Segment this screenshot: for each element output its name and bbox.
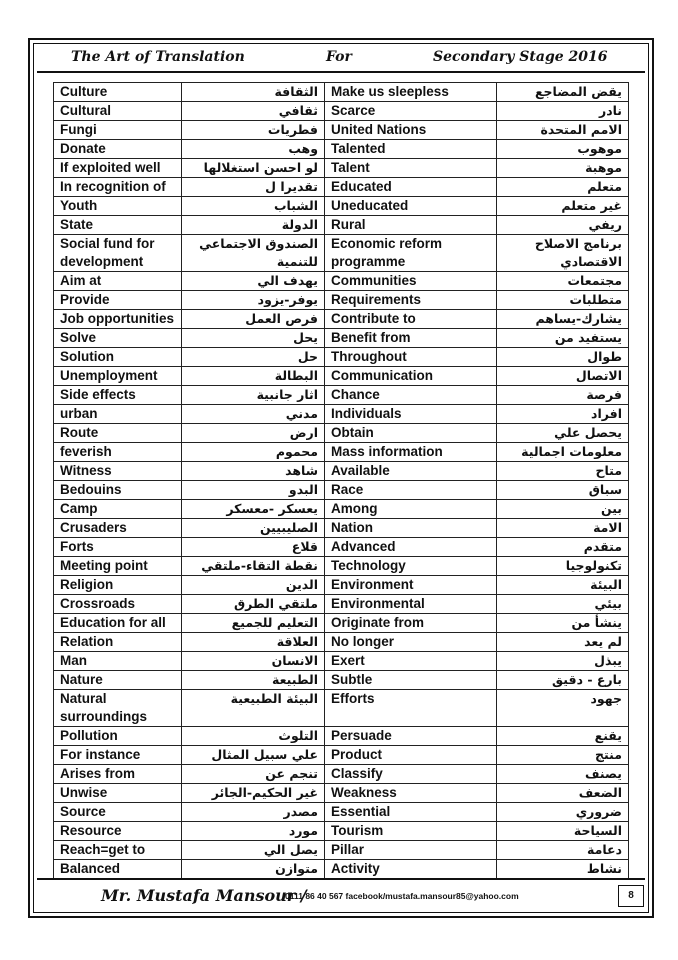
arabic-cell: الامة: [497, 519, 629, 538]
arabic-cell: ريفي: [497, 216, 629, 235]
english-cell: Weakness: [325, 784, 497, 803]
table-row: [54, 765, 629, 784]
arabic-cell: متقدم: [497, 538, 629, 557]
arabic-cell: يوفر-يزود: [182, 291, 325, 310]
arabic-cell: ثقافي: [182, 102, 325, 121]
english-cell: Camp: [54, 500, 182, 519]
table-row: [54, 595, 629, 614]
table-row: [54, 557, 629, 576]
arabic-cell: الدولة: [182, 216, 325, 235]
arabic-cell: فطريات: [182, 121, 325, 140]
english-cell: Source: [54, 803, 182, 822]
english-cell: Benefit from: [325, 329, 497, 348]
table-row: [54, 386, 629, 405]
arabic-cell: متطلبات: [497, 291, 629, 310]
english-cell: Product: [325, 746, 497, 765]
table-row: [54, 481, 629, 500]
table-row: [54, 727, 629, 746]
page-footer: [37, 884, 645, 910]
arabic-cell: الصليبيين: [182, 519, 325, 538]
table-row: [54, 102, 629, 121]
arabic-cell: الدين: [182, 576, 325, 595]
arabic-cell: سباق: [497, 481, 629, 500]
english-cell: Technology: [325, 557, 497, 576]
arabic-cell: فرصة: [497, 386, 629, 405]
arabic-cell: العلاقة: [182, 633, 325, 652]
english-cell: Provide: [54, 291, 182, 310]
english-cell: Requirements: [325, 291, 497, 310]
table-row: [54, 140, 629, 159]
table-row: [54, 784, 629, 803]
arabic-cell: البيئة الطبيعية: [182, 690, 325, 727]
english-cell: Side effects: [54, 386, 182, 405]
english-cell: Environmental: [325, 595, 497, 614]
header-title: The Art of Translation: [71, 49, 245, 65]
english-cell: Persuade: [325, 727, 497, 746]
arabic-cell: السياحة: [497, 822, 629, 841]
english-cell: For instance: [54, 746, 182, 765]
vocabulary-table: [53, 82, 629, 879]
header-stage: Secondary Stage 2016: [433, 49, 608, 65]
arabic-cell: ينشأ من: [497, 614, 629, 633]
arabic-cell: محموم: [182, 443, 325, 462]
english-cell: No longer: [325, 633, 497, 652]
arabic-cell: تنجم عن: [182, 765, 325, 784]
arabic-cell: الاتصال: [497, 367, 629, 386]
english-cell: Donate: [54, 140, 182, 159]
footer-divider: [37, 878, 645, 880]
contact-info: 0111 86 40 567 facebook/mustafa.mansour85@yahoo.com: [285, 891, 519, 901]
arabic-cell: افراد: [497, 405, 629, 424]
english-cell: Environment: [325, 576, 497, 595]
arabic-cell: دعامة: [497, 841, 629, 860]
arabic-cell: يصنف: [497, 765, 629, 784]
english-cell: Pollution: [54, 727, 182, 746]
english-cell: urban: [54, 405, 182, 424]
english-cell: Talent: [325, 159, 497, 178]
arabic-cell: يحصل علي: [497, 424, 629, 443]
table-row: [54, 178, 629, 197]
arabic-cell: يشارك-يساهم: [497, 310, 629, 329]
english-cell: Culture: [54, 83, 182, 102]
arabic-cell: يصل الي: [182, 841, 325, 860]
arabic-cell: برنامج الاصلاح الاقتصادي: [497, 235, 629, 272]
arabic-cell: نقطة التقاء-ملتقي: [182, 557, 325, 576]
arabic-cell: تقديرا ل: [182, 178, 325, 197]
table-row: [54, 690, 629, 727]
english-cell: Arises from: [54, 765, 182, 784]
arabic-cell: فرص العمل: [182, 310, 325, 329]
arabic-cell: التعليم للجميع: [182, 614, 325, 633]
english-cell: Crusaders: [54, 519, 182, 538]
english-cell: Chance: [325, 386, 497, 405]
arabic-cell: حل: [182, 348, 325, 367]
arabic-cell: علي سبيل المثال: [182, 746, 325, 765]
arabic-cell: يحل: [182, 329, 325, 348]
arabic-cell: البيئة: [497, 576, 629, 595]
english-cell: Uneducated: [325, 197, 497, 216]
english-cell: Obtain: [325, 424, 497, 443]
arabic-cell: الصندوق الاجتماعي للتنمية: [182, 235, 325, 272]
english-cell: Man: [54, 652, 182, 671]
english-cell: Resource: [54, 822, 182, 841]
english-cell: Educated: [325, 178, 497, 197]
arabic-cell: الضعف: [497, 784, 629, 803]
arabic-cell: متاح: [497, 462, 629, 481]
arabic-cell: موهوب: [497, 140, 629, 159]
table-row: [54, 538, 629, 557]
table-row: [54, 614, 629, 633]
table-row: [54, 500, 629, 519]
table-row: [54, 235, 629, 272]
english-cell: Reach=get to: [54, 841, 182, 860]
arabic-cell: غير متعلم: [497, 197, 629, 216]
english-cell: Exert: [325, 652, 497, 671]
table-row: [54, 216, 629, 235]
table-row: [54, 424, 629, 443]
table-row: [54, 197, 629, 216]
english-cell: Relation: [54, 633, 182, 652]
arabic-cell: غير الحكيم-الجائر: [182, 784, 325, 803]
table-row: [54, 841, 629, 860]
table-row: [54, 121, 629, 140]
arabic-cell: يستفيد من: [497, 329, 629, 348]
english-cell: Activity: [325, 860, 497, 879]
arabic-cell: الامم المتحدة: [497, 121, 629, 140]
author-name: Mr. Mustafa Mansour /: [101, 886, 307, 905]
arabic-cell: البطالة: [182, 367, 325, 386]
arabic-cell: مورد: [182, 822, 325, 841]
arabic-cell: الشباب: [182, 197, 325, 216]
english-cell: Cultural: [54, 102, 182, 121]
table-row: [54, 272, 629, 291]
english-cell: Fungi: [54, 121, 182, 140]
arabic-cell: نادر: [497, 102, 629, 121]
table-row: [54, 822, 629, 841]
english-cell: Nature: [54, 671, 182, 690]
english-cell: Throughout: [325, 348, 497, 367]
arabic-cell: الثقافة: [182, 83, 325, 102]
english-cell: Available: [325, 462, 497, 481]
arabic-cell: متعلم: [497, 178, 629, 197]
header-divider: [37, 71, 645, 73]
english-cell: Route: [54, 424, 182, 443]
table-row: [54, 860, 629, 879]
english-cell: Nation: [325, 519, 497, 538]
english-cell: Crossroads: [54, 595, 182, 614]
table-row: [54, 803, 629, 822]
arabic-cell: معلومات اجمالية: [497, 443, 629, 462]
english-cell: Originate from: [325, 614, 497, 633]
page-number: 8: [618, 885, 644, 907]
arabic-cell: قلاع: [182, 538, 325, 557]
arabic-cell: يعسكر -معسكر: [182, 500, 325, 519]
arabic-cell: مجتمعات: [497, 272, 629, 291]
english-cell: Essential: [325, 803, 497, 822]
english-cell: Witness: [54, 462, 182, 481]
english-cell: Contribute to: [325, 310, 497, 329]
arabic-cell: يقض المضاجع: [497, 83, 629, 102]
english-cell: Subtle: [325, 671, 497, 690]
english-cell: Education for all: [54, 614, 182, 633]
arabic-cell: لو احسن استغلالها: [182, 159, 325, 178]
english-cell: Natural surroundings: [54, 690, 182, 727]
english-cell: Classify: [325, 765, 497, 784]
english-cell: Tourism: [325, 822, 497, 841]
arabic-cell: ملتقي الطرق: [182, 595, 325, 614]
arabic-cell: ضروري: [497, 803, 629, 822]
table-row: [54, 443, 629, 462]
arabic-cell: بين: [497, 500, 629, 519]
english-cell: Advanced: [325, 538, 497, 557]
english-cell: Meeting point: [54, 557, 182, 576]
english-cell: Job opportunities: [54, 310, 182, 329]
table-row: [54, 83, 629, 102]
arabic-cell: التلوث: [182, 727, 325, 746]
english-cell: Communities: [325, 272, 497, 291]
page-header: [37, 46, 645, 70]
arabic-cell: طوال: [497, 348, 629, 367]
english-cell: Scarce: [325, 102, 497, 121]
english-cell: Bedouins: [54, 481, 182, 500]
arabic-cell: مدني: [182, 405, 325, 424]
english-cell: Communication: [325, 367, 497, 386]
arabic-cell: جهود: [497, 690, 629, 727]
table-row: [54, 633, 629, 652]
arabic-cell: بارع - دقيق: [497, 671, 629, 690]
arabic-cell: الطبيعة: [182, 671, 325, 690]
english-cell: United Nations: [325, 121, 497, 140]
english-cell: Efforts: [325, 690, 497, 727]
table-row: [54, 405, 629, 424]
english-cell: State: [54, 216, 182, 235]
arabic-cell: مصدر: [182, 803, 325, 822]
english-cell: In recognition of: [54, 178, 182, 197]
arabic-cell: اثار جانبية: [182, 386, 325, 405]
arabic-cell: لم يعد: [497, 633, 629, 652]
english-cell: Race: [325, 481, 497, 500]
english-cell: Solve: [54, 329, 182, 348]
english-cell: Pillar: [325, 841, 497, 860]
table-row: [54, 746, 629, 765]
table-row: [54, 671, 629, 690]
arabic-cell: نشاط: [497, 860, 629, 879]
arabic-cell: ارض: [182, 424, 325, 443]
table-row: [54, 462, 629, 481]
english-cell: Mass information: [325, 443, 497, 462]
table-row: [54, 652, 629, 671]
english-cell: Unemployment: [54, 367, 182, 386]
table-row: [54, 291, 629, 310]
arabic-cell: وهب: [182, 140, 325, 159]
english-cell: Balanced: [54, 860, 182, 879]
arabic-cell: الانسان: [182, 652, 325, 671]
header-for: For: [326, 49, 352, 65]
table-row: [54, 576, 629, 595]
english-cell: Economic reform programme: [325, 235, 497, 272]
english-cell: If exploited well: [54, 159, 182, 178]
english-cell: Among: [325, 500, 497, 519]
english-cell: Unwise: [54, 784, 182, 803]
english-cell: Forts: [54, 538, 182, 557]
table-row: [54, 310, 629, 329]
table-row: [54, 519, 629, 538]
english-cell: Solution: [54, 348, 182, 367]
arabic-cell: تكنولوجيا: [497, 557, 629, 576]
arabic-cell: يهدف الي: [182, 272, 325, 291]
table-row: [54, 367, 629, 386]
english-cell: Social fund for development: [54, 235, 182, 272]
english-cell: Talented: [325, 140, 497, 159]
english-cell: Aim at: [54, 272, 182, 291]
arabic-cell: البدو: [182, 481, 325, 500]
english-cell: Make us sleepless: [325, 83, 497, 102]
arabic-cell: موهبة: [497, 159, 629, 178]
english-cell: Individuals: [325, 405, 497, 424]
arabic-cell: بيئي: [497, 595, 629, 614]
english-cell: Religion: [54, 576, 182, 595]
arabic-cell: متوازن: [182, 860, 325, 879]
arabic-cell: منتج: [497, 746, 629, 765]
english-cell: Youth: [54, 197, 182, 216]
table-row: [54, 159, 629, 178]
arabic-cell: يبذل: [497, 652, 629, 671]
english-cell: Rural: [325, 216, 497, 235]
arabic-cell: يقنع: [497, 727, 629, 746]
english-cell: feverish: [54, 443, 182, 462]
table-row: [54, 348, 629, 367]
table-row: [54, 329, 629, 348]
arabic-cell: شاهد: [182, 462, 325, 481]
